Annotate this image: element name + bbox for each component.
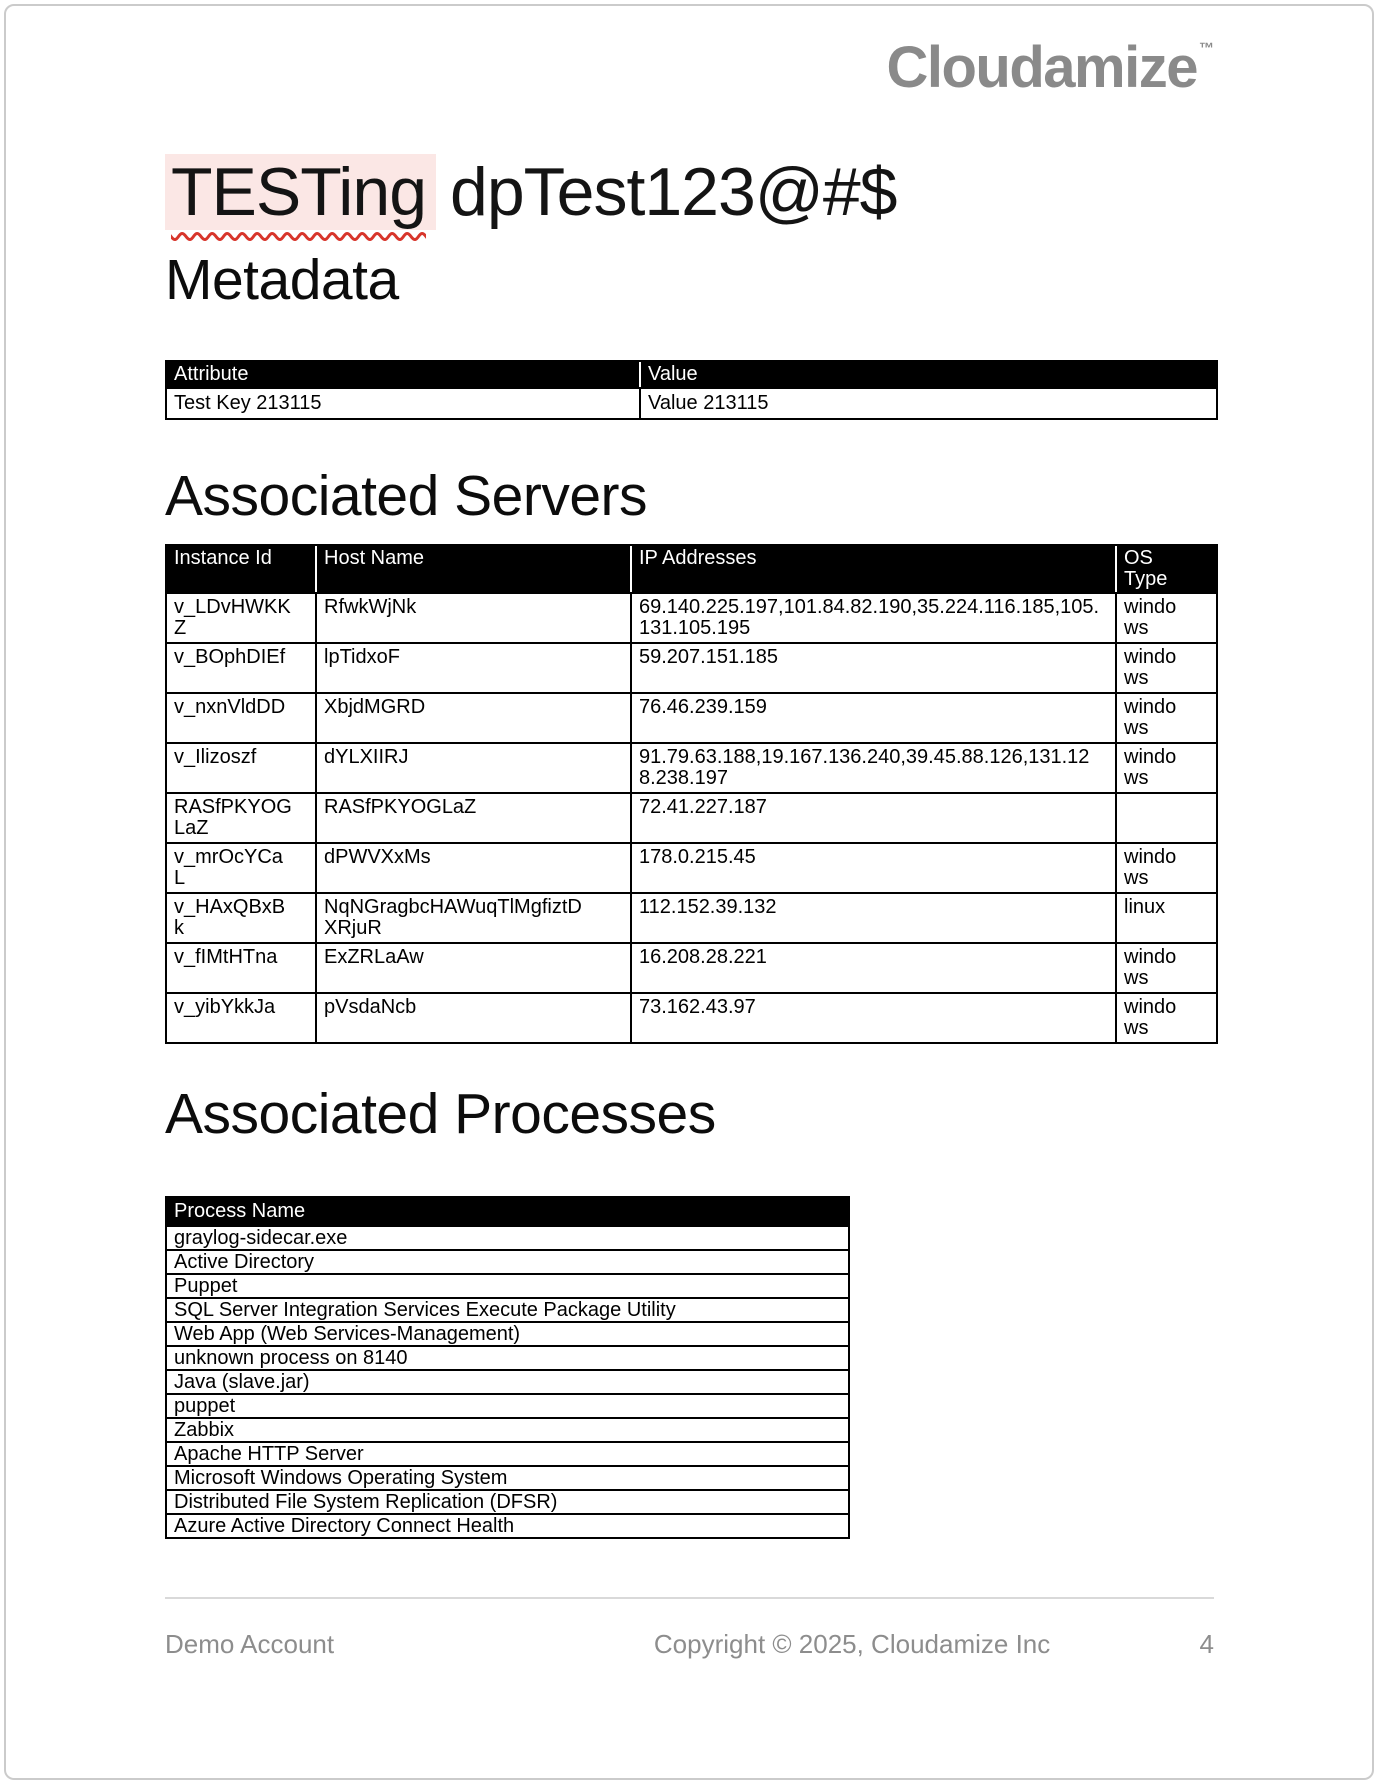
ip-addresses-cell: 76.46.239.159 bbox=[632, 692, 1117, 742]
trademark-symbol: ™ bbox=[1199, 40, 1214, 57]
host-name-cell: pVsdaNcb bbox=[317, 992, 632, 1042]
table-row bbox=[167, 1369, 848, 1393]
ip-addresses-cell: 16.208.28.221 bbox=[632, 942, 1117, 992]
host-name-cell: RfwkWjNk bbox=[317, 592, 632, 642]
table-row bbox=[167, 1273, 848, 1297]
instance-id-cell: v_fIMtHTna bbox=[167, 942, 317, 992]
table-row bbox=[167, 1393, 848, 1417]
title-highlighted-word: TESTing bbox=[165, 154, 436, 230]
table-row bbox=[167, 992, 1216, 1042]
os-type-cell: windows bbox=[1117, 992, 1216, 1042]
process-name-cell: Azure Active Directory Connect Health bbox=[167, 1513, 848, 1537]
host-name-cell: lpTidxoF bbox=[317, 642, 632, 692]
table-row bbox=[167, 1489, 848, 1513]
table-row bbox=[167, 942, 1216, 992]
table-row bbox=[167, 1249, 848, 1273]
instance-id-cell: v_HAxQBxBk bbox=[167, 892, 317, 942]
column-header-instance-id: Instance Id bbox=[167, 546, 317, 592]
os-type-cell: windows bbox=[1117, 942, 1216, 992]
instance-id-cell: v_yibYkkJa bbox=[167, 992, 317, 1042]
host-name-cell: dPWVXxMs bbox=[317, 842, 632, 892]
table-row bbox=[167, 1345, 848, 1369]
table-row bbox=[167, 1297, 848, 1321]
os-type-cell: windows bbox=[1117, 642, 1216, 692]
table-row bbox=[167, 742, 1216, 792]
footer-page-number: 4 bbox=[1199, 1629, 1214, 1659]
metadata-table bbox=[165, 360, 1218, 420]
instance-id-cell: v_BOphDIEf bbox=[167, 642, 317, 692]
os-type-cell: windows bbox=[1117, 742, 1216, 792]
process-name-cell: Java (slave.jar) bbox=[167, 1369, 848, 1393]
host-name-cell: RASfPKYOGLaZ bbox=[317, 792, 632, 842]
host-name-cell: dYLXIIRJ bbox=[317, 742, 632, 792]
value-cell: Value 213115 bbox=[641, 387, 1216, 418]
cloudamize-logo bbox=[887, 34, 1215, 101]
column-header-attribute: Attribute bbox=[167, 362, 641, 387]
servers-table bbox=[165, 544, 1218, 1044]
table-header-row bbox=[167, 546, 1216, 592]
processes-table bbox=[165, 1196, 850, 1539]
table-row bbox=[167, 1417, 848, 1441]
column-header-ip-addresses: IP Addresses bbox=[632, 546, 1117, 592]
table-row bbox=[167, 592, 1216, 642]
table-row bbox=[167, 1441, 848, 1465]
column-header-process-name: Process Name bbox=[167, 1198, 848, 1225]
table-row bbox=[167, 1465, 848, 1489]
os-type-cell: linux bbox=[1117, 892, 1216, 942]
processes-heading: Associated Processes bbox=[165, 1082, 716, 1146]
column-header-os-type: OS Type bbox=[1117, 546, 1216, 592]
table-row bbox=[167, 387, 1216, 418]
process-name-cell: Microsoft Windows Operating System bbox=[167, 1465, 848, 1489]
table-header-row bbox=[167, 362, 1216, 387]
os-type-cell: windows bbox=[1117, 692, 1216, 742]
table-row bbox=[167, 792, 1216, 842]
ip-addresses-cell: 91.79.63.188,19.167.136.240,39.45.88.126,131.128.238.197 bbox=[632, 742, 1117, 792]
host-name-cell: ExZRLaAw bbox=[317, 942, 632, 992]
os-type-cell: windows bbox=[1117, 842, 1216, 892]
instance-id-cell: v_LDvHWKKZ bbox=[167, 592, 317, 642]
table-row bbox=[167, 642, 1216, 692]
table-row bbox=[167, 1225, 848, 1249]
logo-text: Cloudamize bbox=[886, 35, 1197, 100]
process-name-cell: Puppet bbox=[167, 1273, 848, 1297]
process-name-cell: graylog-sidecar.exe bbox=[167, 1225, 848, 1249]
os-type-cell bbox=[1117, 792, 1216, 842]
table-row bbox=[167, 1321, 848, 1345]
process-name-cell: puppet bbox=[167, 1393, 848, 1417]
process-name-cell: Distributed File System Replication (DFSR) bbox=[167, 1489, 848, 1513]
table-row bbox=[167, 892, 1216, 942]
process-name-cell: Apache HTTP Server bbox=[167, 1441, 848, 1465]
host-name-cell: XbjdMGRD bbox=[317, 692, 632, 742]
page-footer bbox=[165, 1628, 1214, 1660]
ip-addresses-cell: 69.140.225.197,101.84.82.190,35.224.116.185,105.131.105.195 bbox=[632, 592, 1117, 642]
footer-account-name: Demo Account bbox=[165, 1629, 335, 1659]
os-type-cell: windows bbox=[1117, 592, 1216, 642]
ip-addresses-cell: 112.152.39.132 bbox=[632, 892, 1117, 942]
instance-id-cell: v_mrOcYCaL bbox=[167, 842, 317, 892]
process-name-cell: Active Directory bbox=[167, 1249, 848, 1273]
column-header-value: Value bbox=[641, 362, 1216, 387]
ip-addresses-cell: 73.162.43.97 bbox=[632, 992, 1117, 1042]
column-header-host-name: Host Name bbox=[317, 546, 632, 592]
instance-id-cell: v_nxnVldDD bbox=[167, 692, 317, 742]
process-name-cell: SQL Server Integration Services Execute Package Utility bbox=[167, 1297, 848, 1321]
footer-copyright: Copyright © 2025, Cloudamize Inc bbox=[653, 1629, 1051, 1659]
ip-addresses-cell: 178.0.215.45 bbox=[632, 842, 1117, 892]
table-header-row bbox=[167, 1198, 848, 1225]
host-name-cell: NqNGragbcHAWuqTlMgfiztDXRjuR bbox=[317, 892, 632, 942]
instance-id-cell: v_Ilizoszf bbox=[167, 742, 317, 792]
process-name-cell: Web App (Web Services-Management) bbox=[167, 1321, 848, 1345]
table-row bbox=[167, 1513, 848, 1537]
metadata-heading: Metadata bbox=[165, 248, 399, 312]
process-name-cell: unknown process on 8140 bbox=[167, 1345, 848, 1369]
page-title bbox=[165, 150, 896, 235]
table-row bbox=[167, 842, 1216, 892]
ip-addresses-cell: 72.41.227.187 bbox=[632, 792, 1117, 842]
servers-heading: Associated Servers bbox=[165, 464, 648, 528]
ip-addresses-cell: 59.207.151.185 bbox=[632, 642, 1117, 692]
title-rest: dpTest123@#$ bbox=[450, 154, 897, 230]
process-name-cell: Zabbix bbox=[167, 1417, 848, 1441]
footer-divider bbox=[165, 1597, 1214, 1599]
instance-id-cell: RASfPKYOGLaZ bbox=[167, 792, 317, 842]
attribute-cell: Test Key 213115 bbox=[167, 387, 641, 418]
table-row bbox=[167, 692, 1216, 742]
